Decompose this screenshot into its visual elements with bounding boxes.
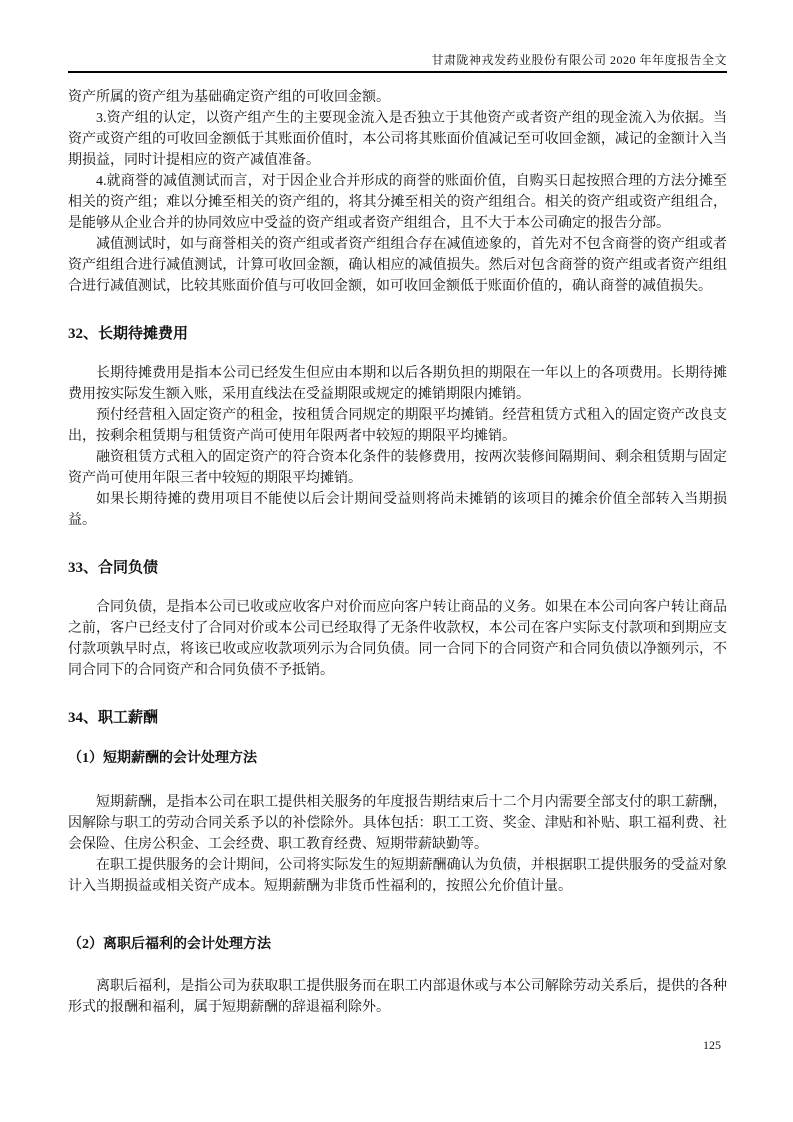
paragraph: 4.就商誉的减值测试而言，对于因企业合并形成的商誉的账面价值，自购买日起按照合理的方法分摊至相关的资产组；难以分摊至相关的资产组的，将其分摊至相关的资产组组合。相关的资产组或资产组组合，是能够从企业合并的协同效应中受益的资产组或者资产组组合，且不大于本公司确定的报告分部。 (68, 174, 727, 231)
paragraph: 短期薪酬，是指本公司在职工提供相关服务的年度报告期结束后十二个月内需要全部支付的职工薪酬，因解除与职工的劳动合同关系予以的补偿除外。具体包括：职工工资、奖金、津贴和补贴、职工福利费、社会保险、住房公积金、工会经费、职工教育经费、短期带薪缺勤等。 (68, 795, 727, 852)
subsection-heading-34-2: （2）离职后福利的会计处理方法 (68, 937, 271, 952)
document-body (68, 87, 727, 1018)
paragraph: 离职后福利，是指公司为获取职工提供服务而在职工内部退休或与本公司解除劳动关系后，提供的各种形式的报酬和福利，属于短期薪酬的辞退福利除外。 (68, 979, 727, 1015)
report-header-title: 甘肃陇神戎发药业股份有限公司 2020 年年度报告全文 (431, 53, 727, 67)
section-heading-34: 34、职工薪酬 (68, 710, 159, 726)
paragraph: 如果长期待摊的费用项目不能使以后会计期间受益则将尚未摊销的该项目的摊余价值全部转入当期损益。 (68, 492, 727, 528)
paragraph-continuation: 资产所属的资产组为基础确定资产组的可收回金额。 (68, 90, 390, 105)
paragraph: 融资租赁方式租入的固定资产的符合资本化条件的装修费用，按两次装修间隔期间、剩余租赁期与固定资产尚可使用年限三者中较短的期限平均摊销。 (68, 450, 727, 486)
page-number: 125 (703, 1038, 721, 1052)
paragraph: 长期待摊费用是指本公司已经发生但应由本期和以后各期负担的期限在一年以上的各项费用。长期待摊费用按实际发生额入账，采用直线法在受益期限或规定的摊销期限内摊销。 (68, 366, 727, 402)
paragraph: 3.资产组的认定，以资产组产生的主要现金流入是否独立于其他资产或者资产组的现金流入为依据。当资产或资产组的可收回金额低于其账面价值时，本公司将其账面价值减记至可收回金额，减记的金额计入当期损益，同时计提相应的资产减值准备。 (68, 111, 727, 168)
section-heading-33: 33、合同负债 (68, 560, 159, 576)
paragraph: 减值测试时，如与商誉相关的资产组或者资产组组合存在减值迹象的，首先对不包含商誉的资产组或者资产组组合进行减值测试，计算可收回金额，确认相应的减值损失。然后对包含商誉的资产组或者资产组组合进行减值测试，比较其账面价值与可收回金额，如可收回金额低于账面价值的，确认商誉的减值损失。 (68, 237, 727, 294)
paragraph: 预付经营租入固定资产的租金，按租赁合同规定的期限平均摊销。经营租赁方式租入的固定资产改良支出，按剩余租赁期与租赁资产尚可使用年限两者中较短的期限平均摊销。 (68, 408, 727, 444)
paragraph: 在职工提供服务的会计期间，公司将实际发生的短期薪酬确认为负债，并根据职工提供服务的受益对象计入当期损益或相关资产成本。短期薪酬为非货币性福利的，按照公允价值计量。 (68, 858, 727, 894)
paragraph: 合同负债，是指本公司已收或应收客户对价而应向客户转让商品的义务。如果在本公司向客户转让商品之前，客户已经支付了合同对价或本公司已经取得了无条件收款权，本公司在客户实际支付款项和到期应支付款项孰早时点，将该已收或应收款项列示为合同负债。同一合同下的合同资产和合同负债以净额列示，不同合同下的合同资产和合同负债不予抵销。 (68, 600, 727, 678)
subsection-heading-34-1: （1）短期薪酬的会计处理方法 (68, 751, 257, 766)
section-heading-32: 32、长期待摊费用 (68, 326, 189, 342)
report-header (68, 52, 727, 73)
